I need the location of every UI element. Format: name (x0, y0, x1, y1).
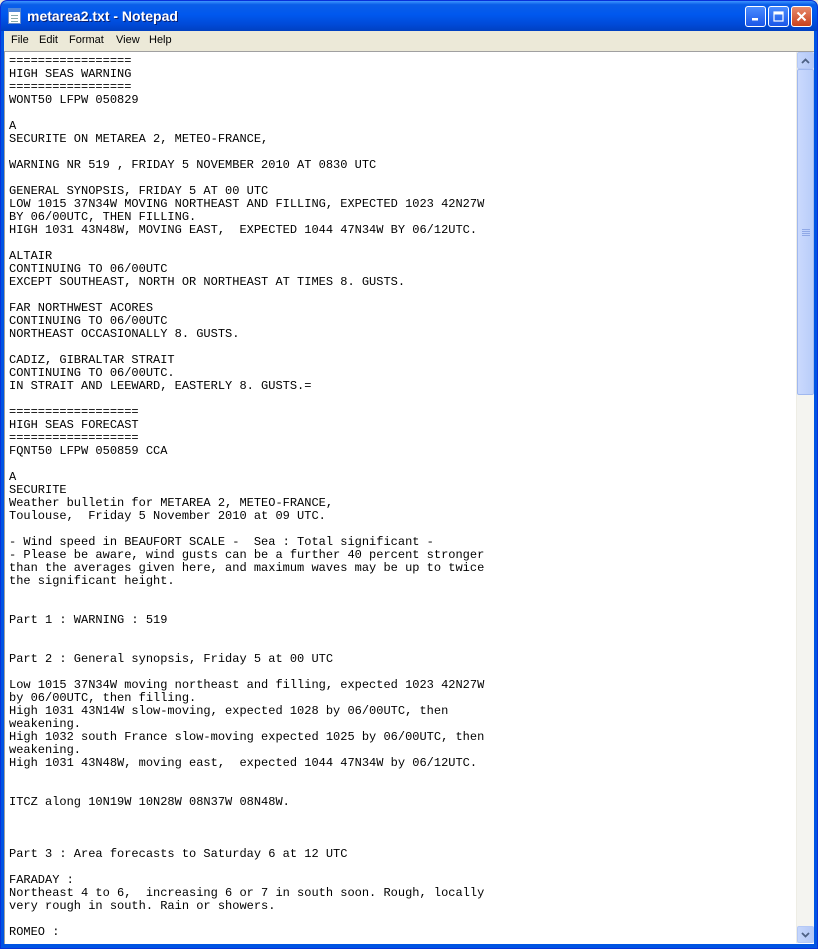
notepad-icon[interactable] (8, 8, 21, 24)
window-frame-bottom (1, 944, 817, 948)
vertical-scrollbar[interactable] (796, 52, 814, 943)
maximize-icon (773, 11, 784, 22)
title-bar[interactable] (1, 1, 817, 31)
document-text[interactable]: ================= HIGH SEAS WARNING ================= WONT50 LFPW 050829 A SECURITE ON METAREA 2, METEO-FRANCE, WARNING NR 519 , FRIDAY 5 NOVEMBER 2010 AT 0830 UTC GENERAL SYNOPSIS, FRIDAY 5 AT 00 UTC LOW 1015 37N34W MOVING NORTHEAST AND FILLING, EXPECTED 1023 42N27W BY 06/00UTC, THEN FILLING. HIGH 1031 43N48W, MOVING EAST, EXPECTED 1044 47N34W BY 06/12UTC. ALTAIR CONTINUING TO 06/00UTC EXCEPT SOUTHEAST, NORTH OR NORTHEAST AT TIMES 8. GUSTS. FAR NORTHWEST ACORES CONTINUING TO 06/00UTC NORTHEAST OCCASIONALLY 8. GUSTS. CADIZ, GIBRALTAR STRAIT CONTINUING TO 06/00UTC. IN STRAIT AND LEEWARD, EASTERLY 8. GUSTS.= ================== HIGH SEAS FORECAST ================== FQNT50 LFPW 050859 CCA A SECURITE Weather bulletin for METAREA 2, METEO-FRANCE, Toulouse, Friday 5 November 2010 at 09 UTC. - Wind speed in BEAUFORT SCALE - Sea : Total significant - - Please be aware, wind gusts can be a further 40 percent stronger than the averages given here, and maximum waves may be up to twice the significant height. Part 1 : WARNING : 519 Part 2 : General synopsis, Friday 5 at 00 UTC Low 1015 37N34W moving northeast and filling, expected 1023 42N27W by 06/00UTC, then filling. High 1031 43N14W slow-moving, expected 1028 by 06/00UTC, then weakening. High 1032 south France slow-moving expected 1025 by 06/00UTC, then weakening. High 1031 43N48W, moving east, expected 1044 47N34W by 06/12UTC. ITCZ along 10N19W 10N28W 08N37W 08N48W. Part 3 : Area forecasts to Saturday 6 at 12 UTC FARADAY : Northeast 4 to 6, increasing 6 or 7 in south soon. Rough, locally very rough in south. Rain or showers. ROMEO : (9, 55, 485, 939)
scroll-up-button[interactable] (797, 52, 814, 69)
menu-help[interactable]: Help (149, 34, 172, 46)
menu-file[interactable]: File (11, 34, 29, 46)
menu-format[interactable]: Format (69, 34, 104, 46)
minimize-icon (750, 11, 761, 22)
window-title: metarea2.txt - Notepad (27, 8, 178, 24)
scroll-thumb[interactable] (797, 69, 814, 395)
menu-view[interactable]: View (116, 34, 140, 46)
chevron-up-icon (801, 58, 810, 64)
close-icon (796, 11, 807, 22)
maximize-button[interactable] (768, 6, 789, 27)
chevron-down-icon (801, 932, 810, 938)
scroll-down-button[interactable] (797, 926, 814, 943)
menu-bar (4, 31, 814, 51)
minimize-button[interactable] (745, 6, 766, 27)
close-button[interactable] (791, 6, 812, 27)
text-editor[interactable] (4, 51, 814, 944)
menu-edit[interactable]: Edit (39, 34, 58, 46)
